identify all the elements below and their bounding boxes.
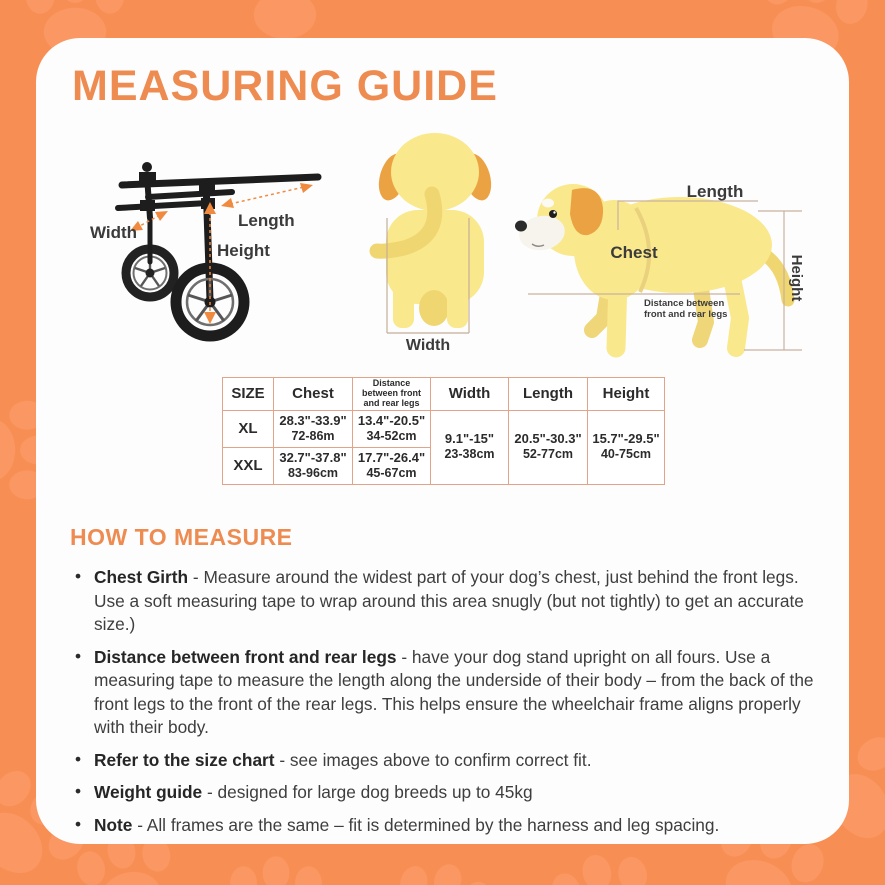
list-item-distance — [70, 646, 824, 740]
header-distance: Distance between front and rear legs — [353, 378, 431, 411]
bullet-bold-text: Distance between front and rear legs — [94, 646, 397, 667]
bullet-text: - All frames are the same – fit is determined by the harness and leg spacing. — [132, 814, 720, 835]
cell-distance-xxl — [353, 447, 431, 484]
bullet-text: - Measure around the widest part of your dog’s chest, just behind the front legs. Use a soft measuring tape to wrap around this area snugly (but not tightly) to get an accurate size.) — [94, 567, 804, 635]
wheelchair-diagram — [70, 150, 330, 350]
cell-height-shared — [588, 410, 665, 484]
dog-side-height-label: Height — [788, 254, 805, 302]
bullet-bold-text: Refer to the size chart — [94, 749, 275, 770]
header-chest: Chest — [274, 378, 353, 411]
header-width: Width — [431, 378, 509, 411]
dog-back-width-label: Width — [405, 337, 451, 354]
wheelchair-length-label: Length — [238, 211, 295, 230]
bullet-bold-text: Chest Girth — [94, 567, 189, 587]
dog-back-view-diagram — [360, 130, 510, 355]
how-to-measure-heading: HOW TO MEASURE — [70, 524, 293, 550]
dog-back-figure — [374, 133, 496, 328]
how-to-measure-list — [70, 566, 824, 846]
paw-print-icon — [220, 845, 332, 885]
page-title: MEASURING GUIDE — [72, 62, 498, 110]
cell-size-xl: XL — [223, 410, 274, 447]
bullet-bold-text: Weight guide — [94, 782, 203, 803]
size-table-header-row — [223, 378, 665, 411]
header-size: SIZE — [223, 378, 274, 411]
cell-chest-xl — [274, 410, 353, 447]
value-cm: 40-75cm — [600, 447, 652, 462]
list-item-size-chart — [70, 749, 824, 773]
value-inches: 32.7"-37.8" — [279, 449, 347, 465]
dog-side-view-diagram — [512, 150, 812, 365]
header-length: Length — [509, 378, 588, 411]
bullet-text: - have your dog stand upright on all fours. Use a measuring tape to measure the length along the underside of their body – from the back of the front legs to the front of the rear legs. This helps ensure the wheelchair frame aligns properly with their body. — [94, 646, 814, 738]
value-cm: 23-38cm — [444, 447, 495, 462]
cell-size-xxl: XXL — [223, 447, 274, 484]
table-row-xl — [223, 410, 665, 447]
paw-print-icon — [385, 852, 497, 885]
cell-chest-xxl — [274, 447, 353, 484]
list-item-chest-girth — [70, 566, 824, 637]
value-cm: 72-86m — [291, 428, 335, 443]
value-cm: 45-67cm — [366, 465, 417, 480]
value-cm: 83-96cm — [287, 465, 339, 480]
bullet-text: - see images above to confirm correct fit. — [274, 749, 592, 770]
cell-length-shared — [509, 410, 588, 484]
paw-print-icon — [545, 842, 663, 885]
dog-side-chest-label: Chest — [610, 243, 658, 262]
header-height: Height — [588, 378, 665, 411]
dog-side-figure — [515, 184, 788, 348]
cell-width-shared — [431, 410, 509, 484]
wheelchair-width-label: Width — [90, 223, 138, 242]
dog-side-distance-label-line1: Distance between — [644, 298, 725, 309]
value-cm: 52-77cm — [522, 447, 574, 462]
value-cm: 34-52cm — [366, 428, 417, 443]
bullet-text: - designed for large dog breeds up to 45kg — [202, 782, 533, 803]
cell-distance-xl — [353, 410, 431, 447]
content-card — [36, 38, 849, 844]
value-inches: 9.1"-15" — [444, 431, 495, 447]
list-item-note — [70, 814, 824, 838]
value-inches: 28.3"-33.9" — [279, 412, 347, 428]
value-inches: 20.5"-30.3" — [514, 431, 582, 447]
list-item-weight-guide — [70, 781, 824, 805]
size-table — [222, 377, 665, 485]
bullet-bold-text: Note — [94, 814, 133, 835]
dog-side-length-label: Length — [686, 182, 744, 201]
value-inches: 17.7"-26.4" — [357, 449, 426, 465]
value-inches: 15.7"-29.5" — [592, 431, 660, 447]
value-inches: 13.4"-20.5" — [357, 412, 426, 428]
dog-side-distance-label-line2: front and rear legs — [644, 309, 728, 320]
wheelchair-height-label: Height — [217, 241, 270, 260]
